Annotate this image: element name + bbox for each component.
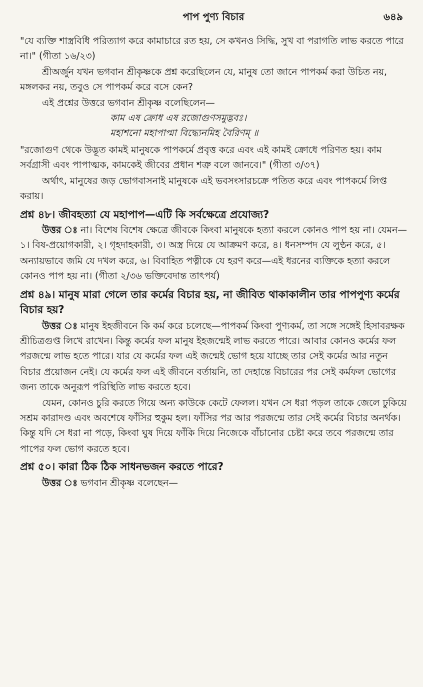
answer-48: [20, 223, 407, 285]
gita-quote-16-23: "যে ব্যক্তি শাস্ত্রবিধি পরিত্যাগ করে কামাচারে রত হয়, সে কখনও সিদ্ধি, সুখ বা পরাগতি লাভ করতে পারে না।" (গীতা ১৬/২৩): [20, 36, 404, 63]
sanskrit-verse-line-1: কাম এষ ক্রোধ এষ রজোগুণসমুদ্ভবঃ।: [110, 113, 247, 125]
page-number: ৬৪৯: [383, 12, 403, 23]
question-50: প্রশ্ন ৫০। কারা ঠিক ঠিক সাধনভজন করতে পারে?: [20, 461, 224, 474]
arjuna-question-paragraph: শ্রীঅর্জুন যখন ভগবান শ্রীকৃষ্ণকে প্রশ্ন করেছিলেন যে, মানুষ তো জানে পাপকর্ম করা উচিত নয়, মঙ্গলকর নয়, তবুও সে পাপকর্ম করে বসে কেন?: [20, 66, 388, 94]
running-title: পাপ পুণ্য বিচার: [182, 12, 245, 23]
page-header: [20, 10, 407, 28]
sanskrit-verse-line-2: মহাশনো মহাপাপ্মা বিদ্ধ্যেনমিহ বৈরিণম্‌ ॥: [110, 128, 259, 140]
example-paragraph: যেমন, কোনও চুরি করতে গিয়ে অন্য কাউকে কেটে ফেলল। যখন সে ধরা পড়ল তাকে জেলে ঢুকিয়ে সশ্রম কারাদণ্ড এবং অবশেষে ফাঁসির হুকুম হল। ফাঁসির পর আর পরজন্মে তার সেই কর্মের বিচার অনর্থক। কিন্তু যদি সে ধরা না পড়ে, কিংবা ঘুষ দিয়ে ফাঁকি দিয়ে নিজেকে বাঁচানোর চেষ্টা করে তবে পরজন্মে তার পাপের ফল ভোগ করতে হবে।: [20, 397, 407, 455]
answer-49-text: মানুষ ইহজীবনে কি কর্ম করে চলেছে—পাপকর্ম কিংবা পুণ্যকর্ম, তা সঙ্গে সঙ্গেই হিসাবরক্ষক শ্রীচিত্রগুপ্ত লিখে রাখেন। কিন্তু কর্মের ফল মানুষ ইহজন্মেই লাভ করতে পারে। আবার কোনও কর্মের ফল পরজন্মে লাভ হতে পারে। যার যে কর্মের ফল এই জন্মেই ভোগ হয়ে যাচ্ছে তার সেই কর্মের আর নতুন বিচার প্রয়োজন নেই। যে কর্মের ফল এই জীবনে বর্তায়নি, তা দেহান্তে বিচারের পর সেই কর্মফল ভোগের জন্য তাকে অনুরূপ পরিস্থিতি লাভ করতে হবে।: [20, 320, 405, 394]
explanation-paragraph: অর্থাৎ, মানুষের জড় ভোগবাসনাই মানুষকে এই ভবসংসারচক্রে পতিত করে এবং পাপকর্মে লিপ্ত করায়।: [20, 175, 387, 203]
answer-50: [20, 476, 407, 491]
question-48: প্রশ্ন ৪৮। জীবহত্যা যে মহাপাপ—এটি কি সর্বক্ষেত্রে প্রযোজ্য?: [20, 208, 270, 221]
answer-label: উত্তর ঃ: [42, 477, 78, 489]
krishna-reply-intro: এই প্রশ্নের উত্তরে ভগবান শ্রীকৃষ্ণ বলেছিলেন—: [42, 97, 215, 109]
answer-label: উত্তর ঃ: [42, 225, 78, 237]
answer-48-text: না। বিশেষ বিশেষ ক্ষেত্রে জীবকে কিংবা মানুষকে হত্যা করলে কোনও পাপ হয় না। যেমন—১। বিষ-প্রয়োগকারী, ২। গৃহদাহকারী, ৩। অস্ত্র দিয়ে যে আক্রমণ করে, ৪। ধনসম্পদ যে লুণ্ঠন করে, ৫। অন্যায়ভাবে জমি যে দখল করে, ৬। বিবাহিত পত্নীকে যে হরণ করে—এই ধরনের ব্যক্তিকে হত্যা করলে কোনও পাপ হয় না। (গীতা ২/৩৬ ভক্তিবেদান্ত তাৎপর্য): [20, 225, 407, 283]
answer-label: উত্তর ঃ: [42, 320, 78, 332]
answer-49: [20, 319, 407, 396]
question-49: প্রশ্ন ৪৯। মানুষ মারা গেলে তার কর্মের বিচার হয়, না জীবিত থাকাকালীন তার পাপপুণ্য কর্মের বিচার হয়?: [20, 288, 400, 317]
gita-translation-3-37: "রজোগুণ থেকে উদ্ভূত কামই মানুষকে পাপকর্মে প্রবৃত্ত করে এবং এই কামই ক্রোধে পরিণত হয়। কাম সর্বগ্রাসী এবং পাপাত্মক, কামকেই জীবের প্রধান শত্রু বলে জানবে।" (গীতা ৩/৩৭): [20, 145, 382, 172]
answer-50-text: ভগবান শ্রীকৃষ্ণ বলেছেন—: [80, 477, 178, 489]
